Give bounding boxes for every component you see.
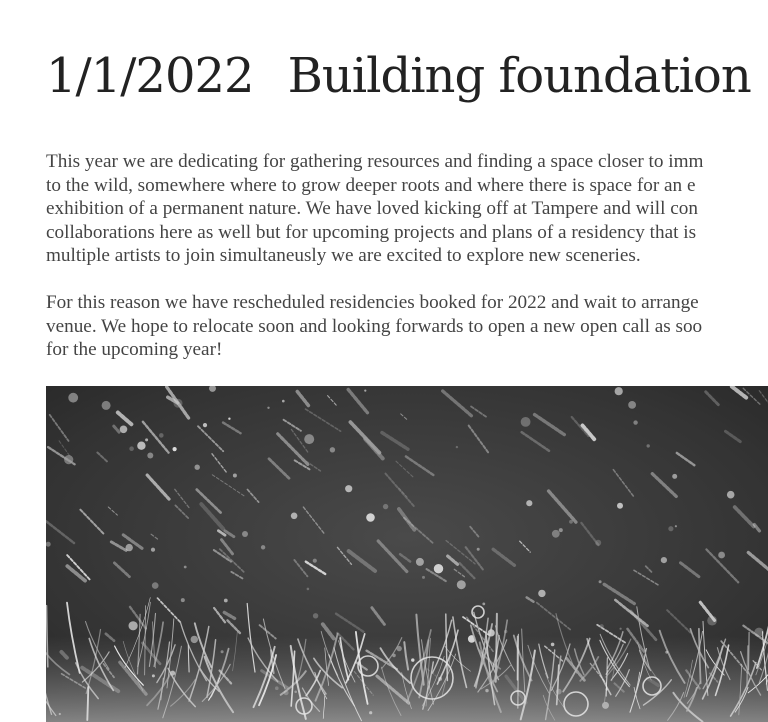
paragraph-line: for the upcoming year!	[46, 339, 223, 360]
paragraph-line: For this reason we have rescheduled residencies booked for 2022 and wait to arrange	[46, 292, 699, 313]
paragraph-line: collaborations here as well but for upcoming projects and plans of a residency that is	[46, 221, 697, 243]
post-heading	[46, 44, 751, 108]
paragraph-line: venue. We hope to relocate soon and looking forwards to open a new open call as soo	[46, 315, 703, 337]
photo-artwork	[46, 386, 768, 722]
paragraph-line: multiple artists to join simultaneusly we are excited to explore new sceneries.	[46, 245, 641, 266]
paragraph-line: exhibition of a permanent nature. We have loved kicking off at Tampere and will con	[46, 198, 698, 219]
post-title: Building foundation	[287, 48, 751, 104]
paragraph-line: to the wild, somewhere where to grow deeper roots and where there is space for an e	[46, 174, 696, 196]
paragraph-line: This year we are dedicating for gathering resources and finding a space closer to imm	[46, 151, 704, 172]
post-date: 1/1/2022	[46, 48, 254, 104]
nature-photo	[46, 386, 768, 722]
paragraph-reschedule	[46, 291, 702, 362]
paragraph-intro	[46, 150, 703, 268]
